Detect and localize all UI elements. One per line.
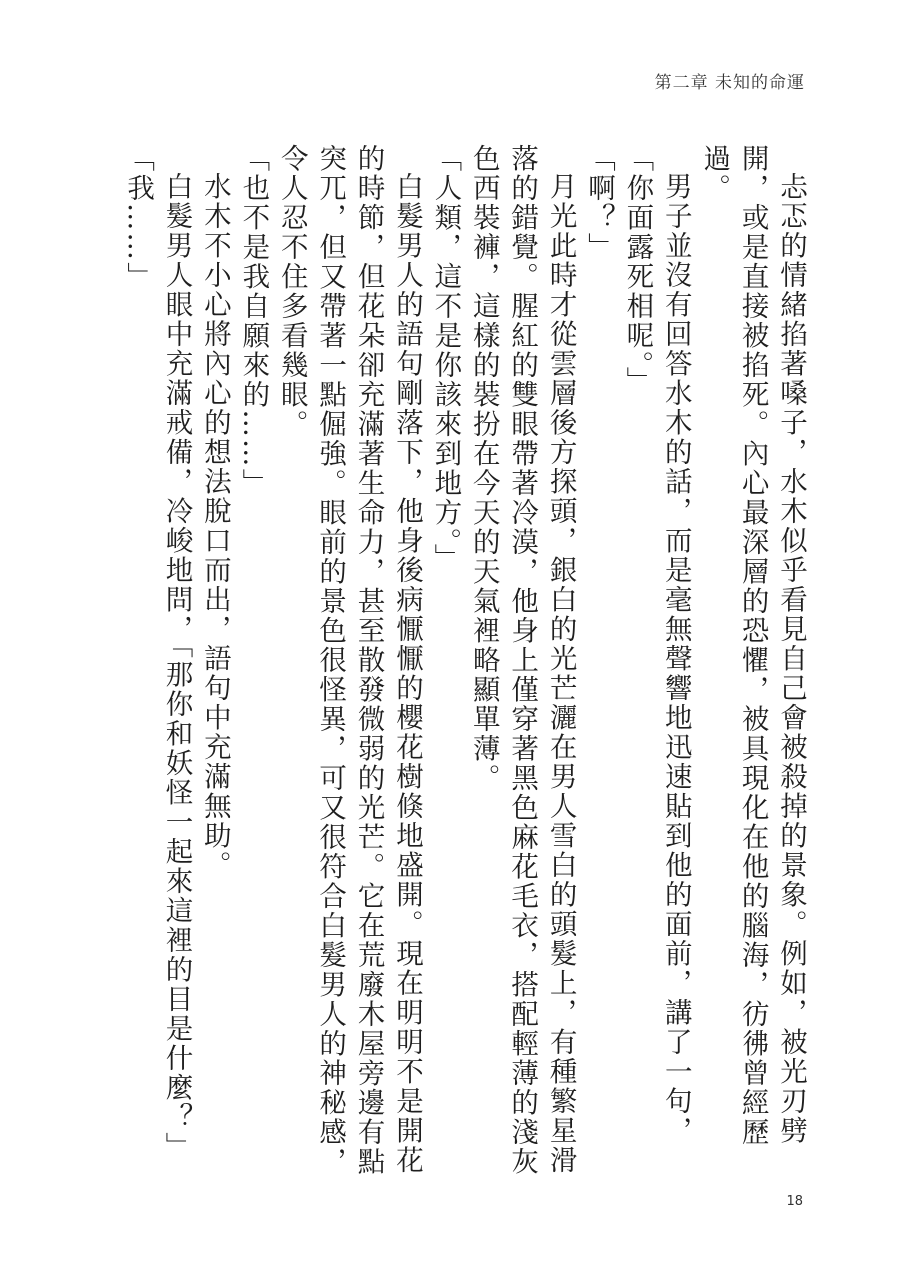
chapter-header: 第二章 未知的命運 [654,73,805,93]
paragraph: 白髮男人眼中充滿戒備，冷峻地問，「那你和妖怪一起來這裡的目是什麼？」 [160,171,193,1161]
dialog-line: 「人類，這不是你該來到地方。」 [429,144,462,573]
paragraph: 水木不小心將內心的想法脫口而出，語句中充滿無助。 [198,171,231,880]
vertical-text-body [100,144,810,1184]
paragraph: 男子並沒有回答水木的話，而是毫無聲響地迅速貼到他的面前，講了一句，「你面露死相呢。」 [621,144,692,1145]
dialog-line: 「啊？」 [582,144,615,262]
paragraph: 忐忑的情緒掐著嗓子，水木似乎看見自己會被殺掉的景象。例如，被光刃劈開，或是直接被掐死。內心最深層的恐懼，被具現化在他的腦海，彷彿曾經歷過。 [698,144,807,1147]
dialog-line: 「也不是我自願來的……」 [237,144,270,498]
page-number: 18 [786,1194,803,1209]
paragraph: 月光此時才從雲層後方探頭，銀白的光芒灑在男人雪白的頭髮上，有種繁星滑落的錯覺。腥紅的雙眼帶著冷漠，他身上僅穿著黑色麻花毛衣，搭配輕薄的淺灰色西裝褲，這樣的裝扮在今天的天氣裡略顯單薄。 [467,144,577,1177]
dialog-line: 「我……」 [122,144,155,292]
paragraph: 白髮男人的語句剛落下，他身後病懨懨的櫻花樹倏地盛開。現在明明不是開花的時節，但花朵卻充滿著生命力，甚至散發微弱的光芒。它在荒廢木屋旁邊有點突兀，但又帶著一點倔強。眼前的景色很怪異，可又很符合白髮男人的神秘感，令人忍不住多看幾眼。 [275,144,423,1177]
